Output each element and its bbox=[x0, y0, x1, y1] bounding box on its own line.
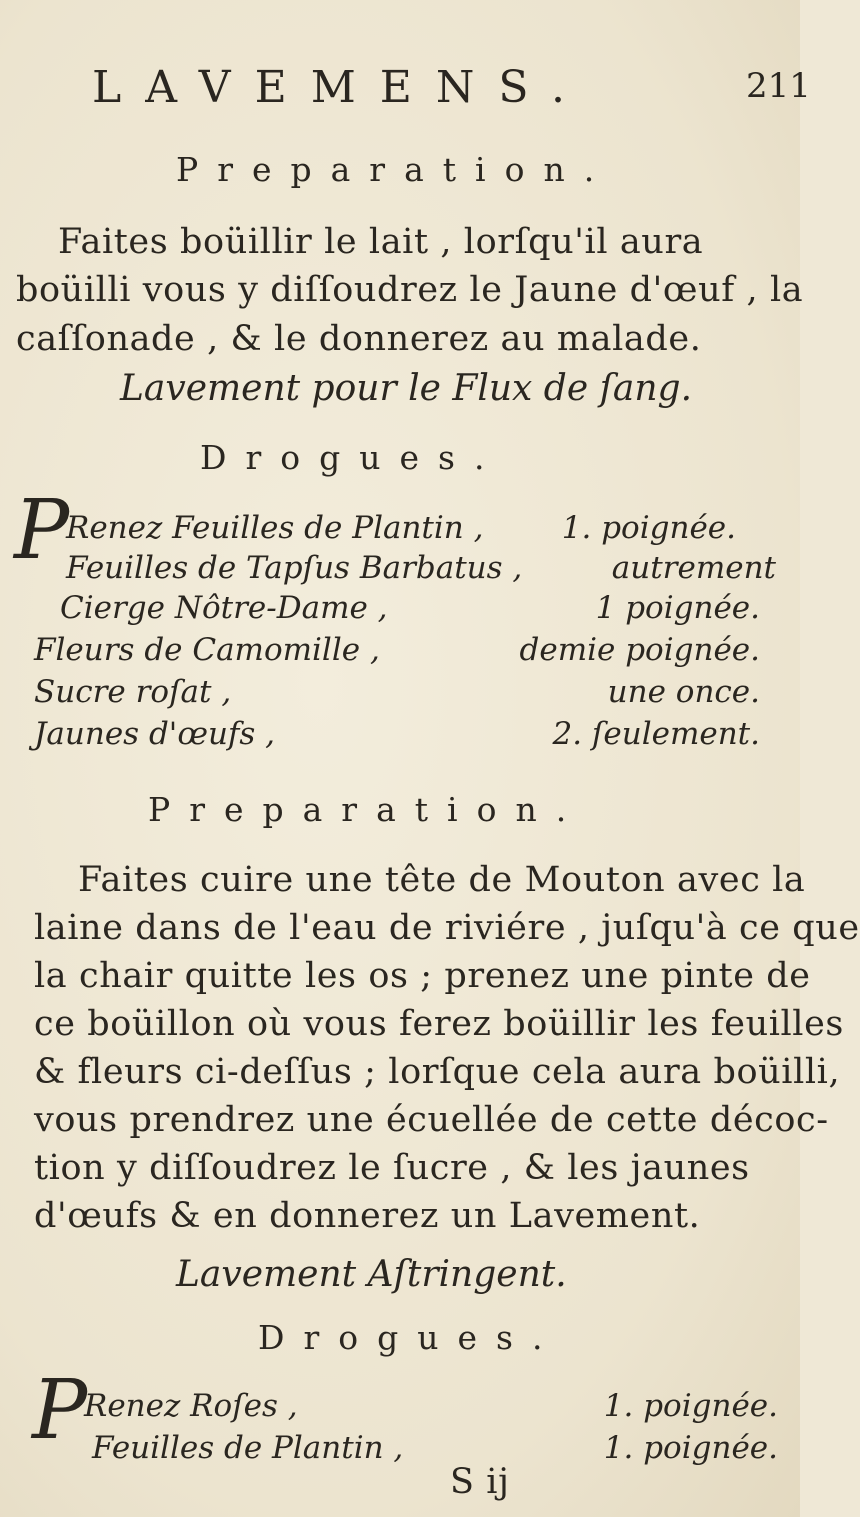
recipe1-item-2-qty: autrement bbox=[611, 550, 776, 586]
recipe1-item-3-name: Cierge Nôtre-Dame , bbox=[60, 590, 388, 626]
recipe1-item-5-name: Sucre roſat , bbox=[34, 674, 232, 710]
prep2-line-4: ce boüillon où vous ferez boüillir les feuilles bbox=[34, 1004, 844, 1044]
recipe2-title: Lavement Aſtringent. bbox=[176, 1254, 567, 1295]
drop-cap-2: P bbox=[32, 1363, 88, 1458]
prep1-line-1: Faites boüillir le lait , lorſqu'il aura bbox=[58, 222, 704, 262]
recipe2-item-1-qty: 1. poignée. bbox=[603, 1388, 778, 1424]
recipe1-title: Lavement pour le Flux de ſang. bbox=[120, 368, 693, 409]
recipe1-item-3-qty: 1 poignée. bbox=[595, 590, 760, 626]
prep2-line-1: Faites cuire une tête de Mouton avec la bbox=[78, 860, 806, 900]
recipe1-item-2-name: Feuilles de Tapſus Barbatus , bbox=[66, 550, 523, 586]
drogues-heading-1: Drogues. bbox=[200, 438, 504, 477]
drop-cap-1: P bbox=[14, 483, 70, 578]
recipe1-item-6-qty: 2. ſeulement. bbox=[552, 716, 760, 752]
recipe1-item-1-name: Renez Feuilles de Plantin , bbox=[66, 510, 484, 546]
preparation-heading-2: Preparation. bbox=[148, 790, 586, 829]
running-title: LAVEMENS. bbox=[92, 62, 589, 113]
recipe1-item-4-qty: demie poignée. bbox=[519, 632, 760, 668]
page-number: 211 bbox=[746, 66, 811, 106]
prep2-line-6: vous prendrez une écuellée de cette décoc- bbox=[34, 1100, 829, 1140]
signature-mark: S ij bbox=[450, 1462, 510, 1502]
recipe1-item-5-qty: une once. bbox=[607, 674, 760, 710]
recipe1-item-4-name: Fleurs de Camomille , bbox=[34, 632, 380, 668]
prep2-line-5: & fleurs ci-deſſus ; lorſque cela aura boüilli, bbox=[34, 1052, 841, 1092]
recipe1-item-1-qty: 1. poignée. bbox=[561, 510, 736, 546]
prep2-line-8: d'œufs & en donnerez un Lavement. bbox=[34, 1196, 701, 1236]
drogues-heading-2: Drogues. bbox=[258, 1318, 562, 1357]
recipe2-item-2-qty: 1. poignée. bbox=[603, 1430, 778, 1466]
prep1-line-3: caſſonade , & le donnerez au malade. bbox=[16, 319, 702, 359]
prep2-line-2: laine dans de l'eau de riviére , juſqu'à ce que bbox=[34, 908, 860, 948]
prep2-line-3: la chair quitte les os ; prenez une pinte de bbox=[34, 956, 811, 996]
preparation-heading-1: Preparation. bbox=[176, 150, 614, 189]
prep2-line-7: tion y diſſoudrez le ſucre , & les jaunes bbox=[34, 1148, 750, 1188]
recipe2-item-1-name: Renez Roſes , bbox=[84, 1388, 298, 1424]
prep1-line-2: boüilli vous y diſſoudrez le Jaune d'œuf , la bbox=[16, 270, 804, 310]
recipe2-item-2-name: Feuilles de Plantin , bbox=[92, 1430, 404, 1466]
recipe1-item-6-name: Jaunes d'œufs , bbox=[34, 716, 276, 752]
